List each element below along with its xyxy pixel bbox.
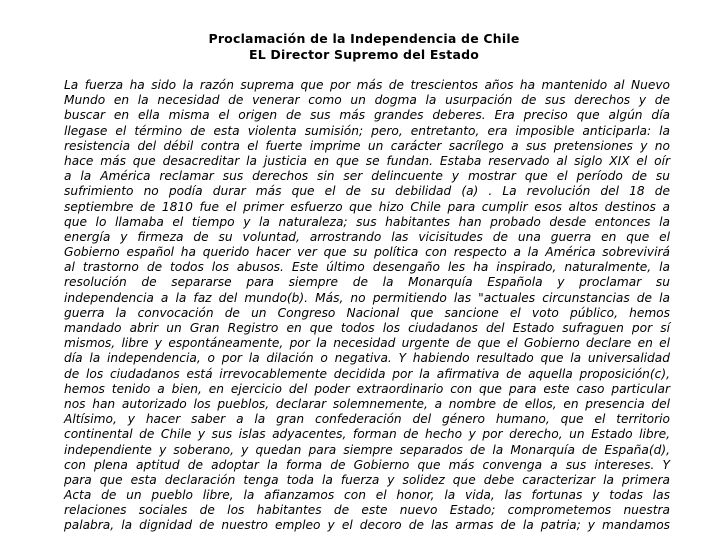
body-line: de los ciudadanos está irrevocablemente decidida por la afirmativa de aquella proposición(c), — [64, 366, 670, 381]
body-line: independencia a la faz del mundo(b). Más, no permitiendo las "actuales circunstancias de la — [64, 290, 670, 305]
body-line: resistencia del débil contra el fuerte imprime un carácter sacrílego a sus pretensiones y no — [64, 138, 670, 153]
body-line: sufrimiento no podía durar más que el de su debilidad (a) . La revolución del 18 de — [64, 184, 670, 199]
body-line: mandado abrir un Gran Registro en que todos los ciudadanos del Estado sufraguen por sí — [64, 321, 670, 335]
document-subtitle: EL Director Supremo del Estado — [248, 47, 480, 62]
body-line: energía y firmeza de su voluntad, arrostrando las vicisitudes de una guerra en que el — [64, 229, 670, 244]
body-line: nos han autorizado los pueblos, declarar solemnemente, a nombre de ellos, en presencia del — [64, 396, 670, 411]
body-line: palabra, la dignidad de nuestro empleo y el decoro de las armas de la patria; y mandamos — [64, 518, 670, 533]
body-line: relaciones sociales de los habitantes de este nuevo Estado; comprometemos nuestra — [64, 503, 670, 518]
body-line: que lo llamaba el tiempo y la naturaleza; sus habitantes han probado desde entonces la — [64, 214, 670, 229]
body-line: llegase el término de esta violenta sumisión; pero, entretanto, era imposible anticiparla: la — [64, 123, 670, 138]
body-line: mismos, libre y espontáneamente, por la necesidad urgente de que el Gobierno declare en el — [64, 336, 670, 351]
body-line: septiembre de 1810 fue el primer esfuerzo que hizo Chile para cumplir esos altos destinos a — [64, 199, 670, 214]
body-line: guerra la convocación de un Congreso Nacional que sancione el voto público, hemos — [64, 305, 670, 320]
body-line: La fuerza ha sido la razón suprema que por más de trescientos años ha mantenido al Nuevo — [64, 78, 670, 92]
body-line: con plena aptitud de adoptar la forma de Gobierno que más convenga a sus intereses. Y — [64, 457, 670, 472]
body-line: hace más que desacreditar la justicia en que se fundan. Estaba reservado al siglo XIX el oír — [64, 153, 670, 168]
body-line: independiente y soberano, y quedan para siempre separados de la Monarquía de España(d), — [64, 442, 670, 457]
body-line: Altísimo, y hacer saber a la gran confederación del género humano, que el territorio — [64, 412, 670, 427]
body-line: para que esta declaración tenga toda la fuerza y solidez que debe caracterizar la primera — [64, 472, 670, 487]
body-line: Mundo en la necesidad de venerar como un dogma la usurpación de sus derechos y de — [64, 93, 670, 108]
document-header — [0, 31, 728, 63]
body-line: hemos tenido a bien, en ejercicio del poder extraordinario con que para este caso particular — [64, 381, 670, 396]
document-title: Proclamación de la Independencia de Chile — [208, 31, 520, 46]
document-body — [64, 78, 670, 533]
body-line: resolución de separarse para siempre de la Monarquía Española y proclamar su — [64, 275, 670, 290]
body-line: a la América reclamar sus derechos sin ser delincuente y mostrar que el período de su — [64, 169, 670, 184]
body-line: día la independencia, o por la dilación o negativa. Y habiendo resultado que la universalidad — [64, 351, 670, 366]
body-line: Gobierno español ha querido hacer ver que su política con respecto a la América sobrevivirá — [64, 245, 670, 260]
body-line: Acta de un pueblo libre, la afianzamos con el honor, la vida, las fortunas y todas las — [64, 488, 670, 503]
body-line: al trastorno de todos los abusos. Este último desengaño les ha inspirado, naturalmente, la — [64, 260, 670, 275]
body-line: continental de Chile y sus islas adyacentes, forman de hecho y por derecho, un Estado libre, — [64, 427, 670, 442]
body-line: buscar en ella misma el origen de sus más grandes deberes. Era preciso que algún día — [64, 108, 670, 123]
